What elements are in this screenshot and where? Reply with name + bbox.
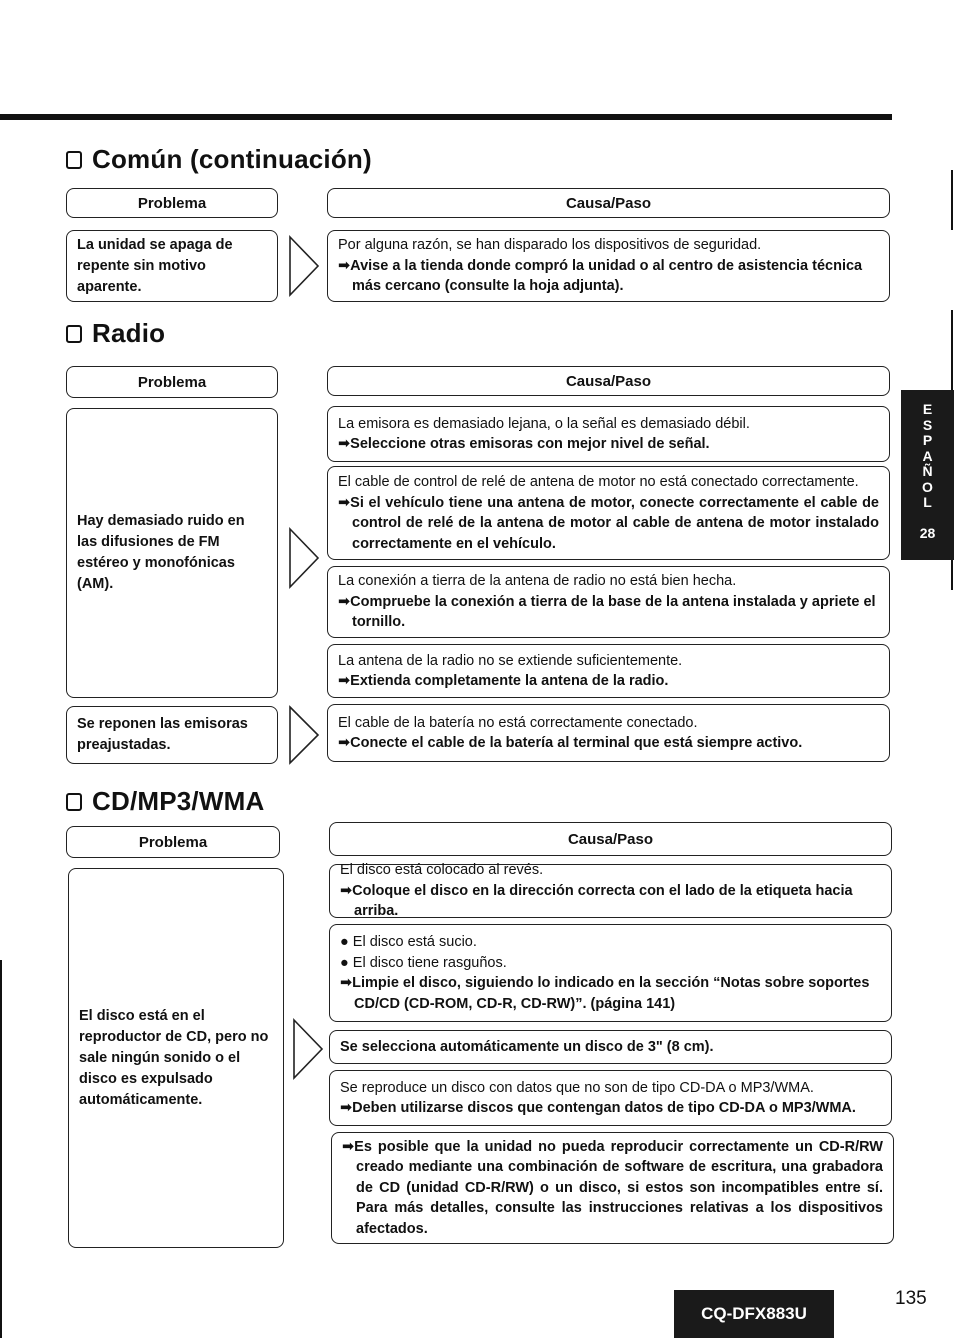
problem-box: El disco está en el reproductor de CD, pero no sale ningún sonido o el disco es expulsado automáticamente. [68, 868, 284, 1248]
cause-box: Por alguna razón, se han disparado los dispositivos de seguridad. ➡Avise a la tienda donde compró la unidad o al centro de asistencia técnica más cercano (consulte la hoja adjunta). [327, 230, 890, 302]
section-title-radio: Radio [66, 318, 165, 349]
cause-box: ➡Es posible que la unidad no pueda reproducir correctamente un CD-R/RW creado mediante una combinación de software de escritura, una grabadora de CD (unidad CD-R/RW) o un disco, si estos son incompatibles entre sí. Para más detalles, consulte las instrucciones relativas a los dispositivos afectados. [331, 1132, 894, 1244]
checkbox-square-icon [66, 151, 82, 169]
triangle-arrow-icon [288, 527, 320, 589]
triangle-arrow-icon [292, 1018, 324, 1080]
cause-box: La emisora es demasiado lejana, o la señal es demasiado débil. ➡Seleccione otras emisoras con mejor nivel de señal. [327, 406, 890, 462]
cause-box: El cable de la batería no está correctamente conectado. ➡Conecte el cable de la batería al terminal que está siempre activo. [327, 704, 890, 762]
page-number: 135 [895, 1288, 927, 1309]
section-title-comun: Común (continuación) [66, 144, 372, 175]
language-tab-number: 28 [919, 524, 936, 541]
language-tab [901, 390, 954, 560]
right-edge-mark [951, 310, 953, 390]
right-edge-mark [951, 170, 953, 230]
problem-header: Problema [66, 366, 278, 398]
problem-header: Problema [66, 826, 280, 858]
cause-header: Causa/Paso [329, 822, 892, 856]
checkbox-square-icon [66, 793, 82, 811]
language-tab-letters: E S P A Ñ O L [922, 401, 933, 510]
cause-header: Causa/Paso [327, 366, 890, 396]
problem-box: La unidad se apaga de repente sin motivo aparente. [66, 230, 278, 302]
left-edge-mark [0, 960, 2, 1338]
problem-header: Problema [66, 188, 278, 218]
cause-box: Se reproduce un disco con datos que no son de tipo CD-DA o MP3/WMA. ➡Deben utilizarse discos que contengan datos de tipo CD-DA o MP3/WMA. [329, 1070, 892, 1126]
cause-box: ● El disco está sucio. ● El disco tiene rasguños. ➡Limpie el disco, siguiendo lo indicado en la sección “Notas sobre soportes CD/CD (CD-ROM, CD-R, CD-RW)”. (página 141) [329, 924, 892, 1022]
cause-box: El cable de control de relé de antena de motor no está conectado correctamente. ➡Si el vehículo tiene una antena de motor, conecte correctamente el cable de control de relé de la antena de motor al cable de antena de motor instalado correctamente en el vehículo. [327, 466, 890, 560]
problem-box: Se reponen las emisoras preajustadas. [66, 706, 278, 764]
triangle-arrow-icon [288, 235, 320, 297]
triangle-arrow-icon [288, 705, 320, 765]
problem-box: Hay demasiado ruido en las difusiones de FM estéreo y monofónicas (AM). [66, 408, 278, 698]
right-edge-mark [951, 560, 953, 590]
cause-box: La antena de la radio no se extiende suficientemente. ➡Extienda completamente la antena de la radio. [327, 644, 890, 698]
checkbox-square-icon [66, 325, 82, 343]
section-title-cd: CD/MP3/WMA [66, 786, 264, 817]
cause-box: Se selecciona automáticamente un disco de 3" (8 cm). [329, 1030, 892, 1064]
cause-box: El disco está colocado al revés. ➡Coloque el disco en la dirección correcta con el lado de la etiqueta hacia arriba. [329, 864, 892, 918]
cause-box: La conexión a tierra de la antena de radio no está bien hecha. ➡Compruebe la conexión a tierra de la base de la antena instalada y apriete el tornillo. [327, 566, 890, 638]
top-rule [0, 114, 892, 120]
model-label: CQ-DFX883U [674, 1290, 834, 1338]
cause-header: Causa/Paso [327, 188, 890, 218]
